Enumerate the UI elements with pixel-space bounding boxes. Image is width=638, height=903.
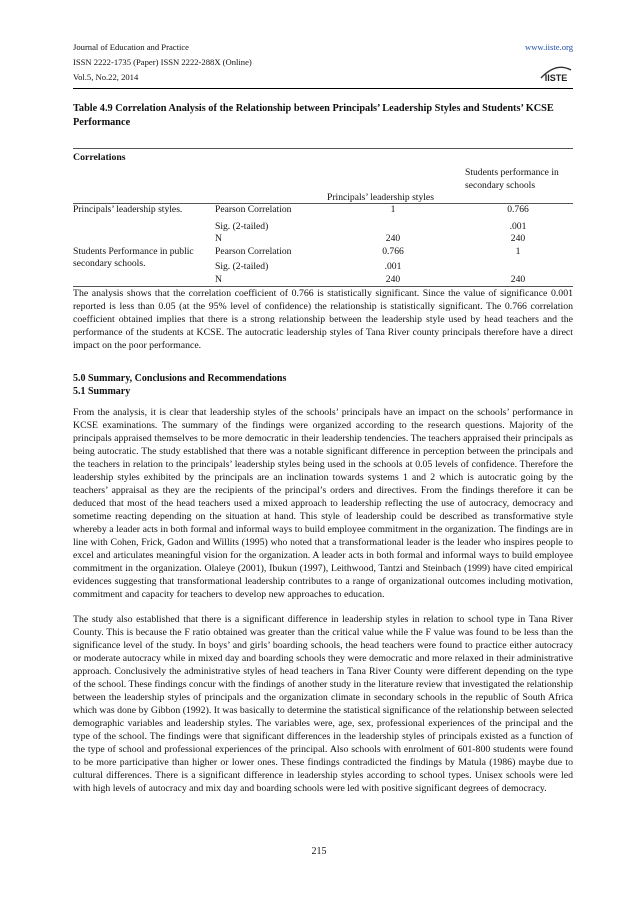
row-variable: Students Performance in public secondary schools. <box>73 245 194 269</box>
col-header-leadership-styles: Principals’ leadership styles <box>327 192 434 203</box>
cell-performance: 0.766 <box>507 204 529 215</box>
row-statistic: N <box>215 233 222 244</box>
row-variable: Principals’ leadership styles. <box>73 204 183 215</box>
row-statistic: Sig. (2-tailed) <box>215 261 269 272</box>
correlations-table <box>73 148 573 287</box>
table-group-students <box>73 246 573 287</box>
table-row <box>73 233 573 246</box>
cell-leadership: 240 <box>385 273 401 285</box>
table-row <box>73 246 573 259</box>
cell-leadership: 0.766 <box>382 245 404 257</box>
journal-name: Journal of Education and Practice <box>73 42 189 52</box>
journal-url-link[interactable]: www.iiste.org <box>525 42 573 52</box>
table-label: Correlations <box>73 152 126 163</box>
page-number: 215 <box>311 846 327 857</box>
row-statistic: Pearson Correlation <box>215 204 292 215</box>
analysis-paragraph: The analysis shows that the correlation coefficient of 0.766 is statistically significant. Since the value of significance 0.001 reported is less than 0.05 (at the 95% level of confidence) the relationship is statistically significant. The 0.766 correlation coefficient obtained implies that there is a strong relationship between the leadership style used by head teachers and the performance of the students at KCSE. The autocratic leadership styles of Tana River county principals therefore have a direct impact on the poor performance. <box>73 288 573 351</box>
issn-line: ISSN 2222-1735 (Paper) ISSN 2222-288X (Online) <box>73 57 252 67</box>
journal-header <box>73 40 573 102</box>
row-statistic: N <box>215 273 222 285</box>
row-statistic: Sig. (2-tailed) <box>215 220 269 232</box>
table-row <box>73 261 573 274</box>
volume-line: Vol.5, No.22, 2014 <box>73 72 139 82</box>
page <box>73 40 573 795</box>
summary-paragraph-2: The study also established that there is a significant difference in leadership styles in relation to school type in Tana River County. This is because the F ratio obtained was greater than the critical value while the F value was found to be less than the significance level of the study. In boys’ and girls’ boarding schools, the head teachers were found to practice either autocracy or moderate autocracy while in mixed day and boarding schools they were democratic and more relaxed in their administrative approach. Conclusively the administrative styles of head teachers in Tana River County were different depending on the type of the school. These findings concur with the findings of another study in the literature review that investigated the relationship between the leadership styles of principals and the organization climate in secondary schools in the republic of South Africa which was done by Gibbon (1992). It was basically to determine the statistical significance of the relationship between selected demographic variables and leadership styles. The variables were, age, sex, professional experiences of the principal and the type of the school. The findings were that significant differences in the leadership styles of principals existed as a function of the type of school and professional experiences of the principal. Also schools with enrolment of 601-800 students were found to be more participative than higher or lower ones. These findings contradicted the findings by Matula (1986) maybe due to cultural differences. There is a significant difference in leadership styles according to school types. Unisex schools were led with high levels of autocracy and mix day and boarding schools were led with positive significant degrees of democracy. <box>73 614 573 794</box>
header-divider <box>73 88 573 89</box>
row-statistic: Pearson Correlation <box>215 245 292 257</box>
cell-leadership: 1 <box>390 204 396 215</box>
summary-paragraph-1: From the analysis, it is clear that leadership styles of the schools’ principals have an impact on the schools’ performance in KCSE examinations. The summary of the findings were organized according to the research questions. Majority of the principals appraised themselves to be more democratic in their leadership tendencies. The teachers appraised their principals as being autocratic. The study established that there was a notable significant difference in perception between the principals and the teachers in relation to the principals’ leadership styles being used in the schools at 0.05 levels of confidence. Therefore the leadership styles exhibited by the principals are an inclination towards systems 1 and 2 which is autocratic going by the teachers’ appraisal as they are the recipients of the principal’s orders and directives. From the findings therefore it can be deduced that most of the head teachers used a mixed approach to leadership reflecting the use of autocracy, democracy and sometime reacting depending on the situation at hand. This style of leadership could be described as transformative style whereby a leader acts in both formal and informal ways to build employee commitment in the organization. The findings are in line with Cohen, Frick, Gadon and Willits (1995) who noted that a transformational leader is the leader who inspires people to excel and articulates meaningful vision for the organization. A leader acts in both formal and informal ways to build employee commitment in the organization. Olaleye (2001), Ibukun (1997), Leithwood, Tantzi and Steinbach (1999) have cited empirical evidences suggesting that transformational leadership contributes to a range of organizational outcomes including motivation, commitment and capacity for teachers to develop new approaches to education. <box>73 407 573 600</box>
cell-performance: .001 <box>509 220 527 232</box>
iiste-logo <box>539 60 573 84</box>
col-header-students-performance: Students performance in secondary schools <box>465 167 559 191</box>
cell-performance: 1 <box>515 245 521 257</box>
table-header <box>73 166 573 204</box>
section-heading-5: 5.0 Summary, Conclusions and Recommendations <box>73 373 287 384</box>
table-row <box>73 204 573 217</box>
cell-leadership: .001 <box>384 261 402 272</box>
table-row <box>73 221 573 234</box>
table-caption: Table 4.9 Correlation Analysis of the Relationship between Principals’ Leadership Styles and Students’ KCSE Performance <box>73 103 554 128</box>
section-heading-5-1: 5.1 Summary <box>73 386 131 397</box>
svg-text:IISTE: IISTE <box>544 73 568 83</box>
cell-performance: 240 <box>510 233 526 244</box>
cell-leadership: 240 <box>385 233 401 244</box>
cell-performance: 240 <box>510 273 526 285</box>
table-row <box>73 274 573 287</box>
